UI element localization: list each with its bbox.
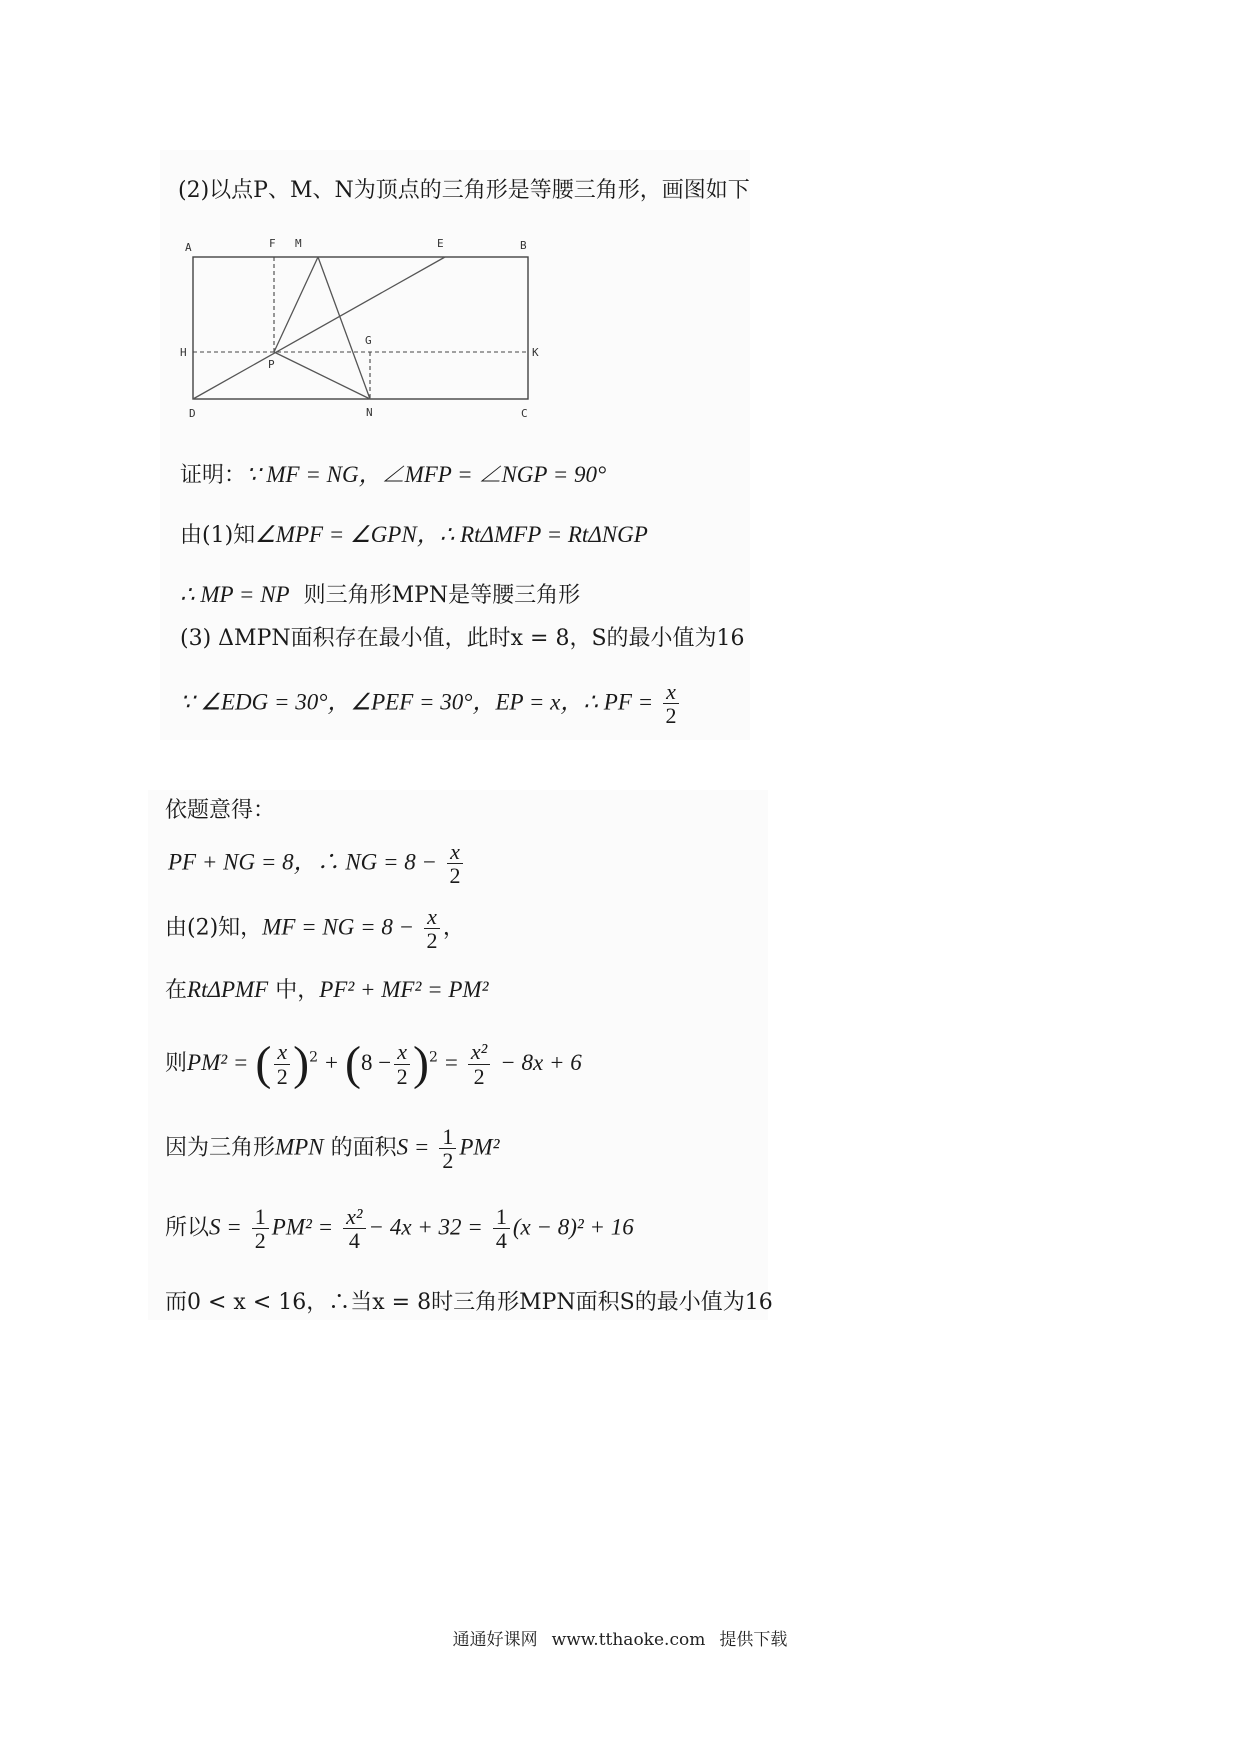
part2-intro: (2)以点P、M、N为顶点的三角形是等腰三角形，画图如下 — [178, 178, 750, 203]
solution-step-4: 则PM² = ( $\frac{x}{2}$ )$^2$ + (8 − $\frac{x}{2}$ )$^2$ = $\frac{\text{x²}}{2}$ − 8x + 6 — [165, 1037, 582, 1090]
label-g: G — [365, 334, 372, 347]
solution-step-6: 所以S = $\frac{1}{2}$ PM² = $\frac{\text{x²}}{4}$ − 4x + 32 = $\frac{1}{4}$ (x − 8)² + 16 — [165, 1204, 634, 1254]
footer-url[interactable]: www.tthaoke.com — [551, 1630, 706, 1650]
label-e: E — [437, 237, 444, 250]
page-footer — [0, 1625, 1240, 1650]
geometry-figure — [175, 235, 555, 425]
solution-step-7: 而0 < x < 16，∴当x = 8时三角形MPN面积S的最小值为16 — [165, 1290, 773, 1315]
label-h: H — [180, 346, 187, 359]
proof-line-1: 证明：∵ MF = NG，∠MFP = ∠NGP = 90° — [180, 462, 607, 488]
solution-step-2: 由(2)知，MF = NG = 8 − $\frac{x}{2}$ ， — [165, 904, 465, 954]
solution-step-3: 在RtΔPMF 中，PF² + MF² = PM² — [165, 977, 489, 1003]
line-de — [193, 257, 445, 399]
part3-given: ∵ ∠EDG = 30°，∠PEF = 30°，EP = x，∴ PF = $\frac{x}{2}$ — [180, 680, 682, 727]
label-a: A — [185, 241, 192, 254]
label-p: P — [268, 358, 275, 371]
label-f: F — [269, 237, 276, 250]
footer-site-name: 通通好课网 — [452, 1630, 538, 1650]
label-k: K — [532, 346, 539, 359]
fraction-x-over-2: $\frac{x}{2}$ — [663, 680, 679, 727]
solution-step-1: PF + NG = 8，∴ NG = 8 − $\frac{x}{2}$ — [168, 840, 466, 887]
label-c: C — [521, 407, 528, 420]
line-pm — [274, 257, 318, 352]
solution-step-5: 因为三角形MPN 的面积S = $\frac{1}{2}$ PM² — [165, 1124, 500, 1174]
footer-action: 提供下载 — [719, 1630, 788, 1650]
solution-intro: 依题意得： — [165, 798, 276, 823]
label-b: B — [520, 239, 527, 252]
proof-line-3: ∴ MP = NP 则三角形MPN是等腰三角形 — [180, 582, 581, 608]
part3-heading: (3) ΔMPN面积存在最小值，此时x = 8，S的最小值为16 — [180, 626, 745, 651]
proof-line-2: 由(1)知∠MPF = ∠GPN，∴ RtΔMFP = RtΔNGP — [180, 522, 648, 548]
label-d: D — [189, 407, 196, 420]
label-n: N — [366, 406, 373, 419]
label-m: M — [295, 237, 302, 250]
rectangle-abcd — [193, 257, 528, 399]
